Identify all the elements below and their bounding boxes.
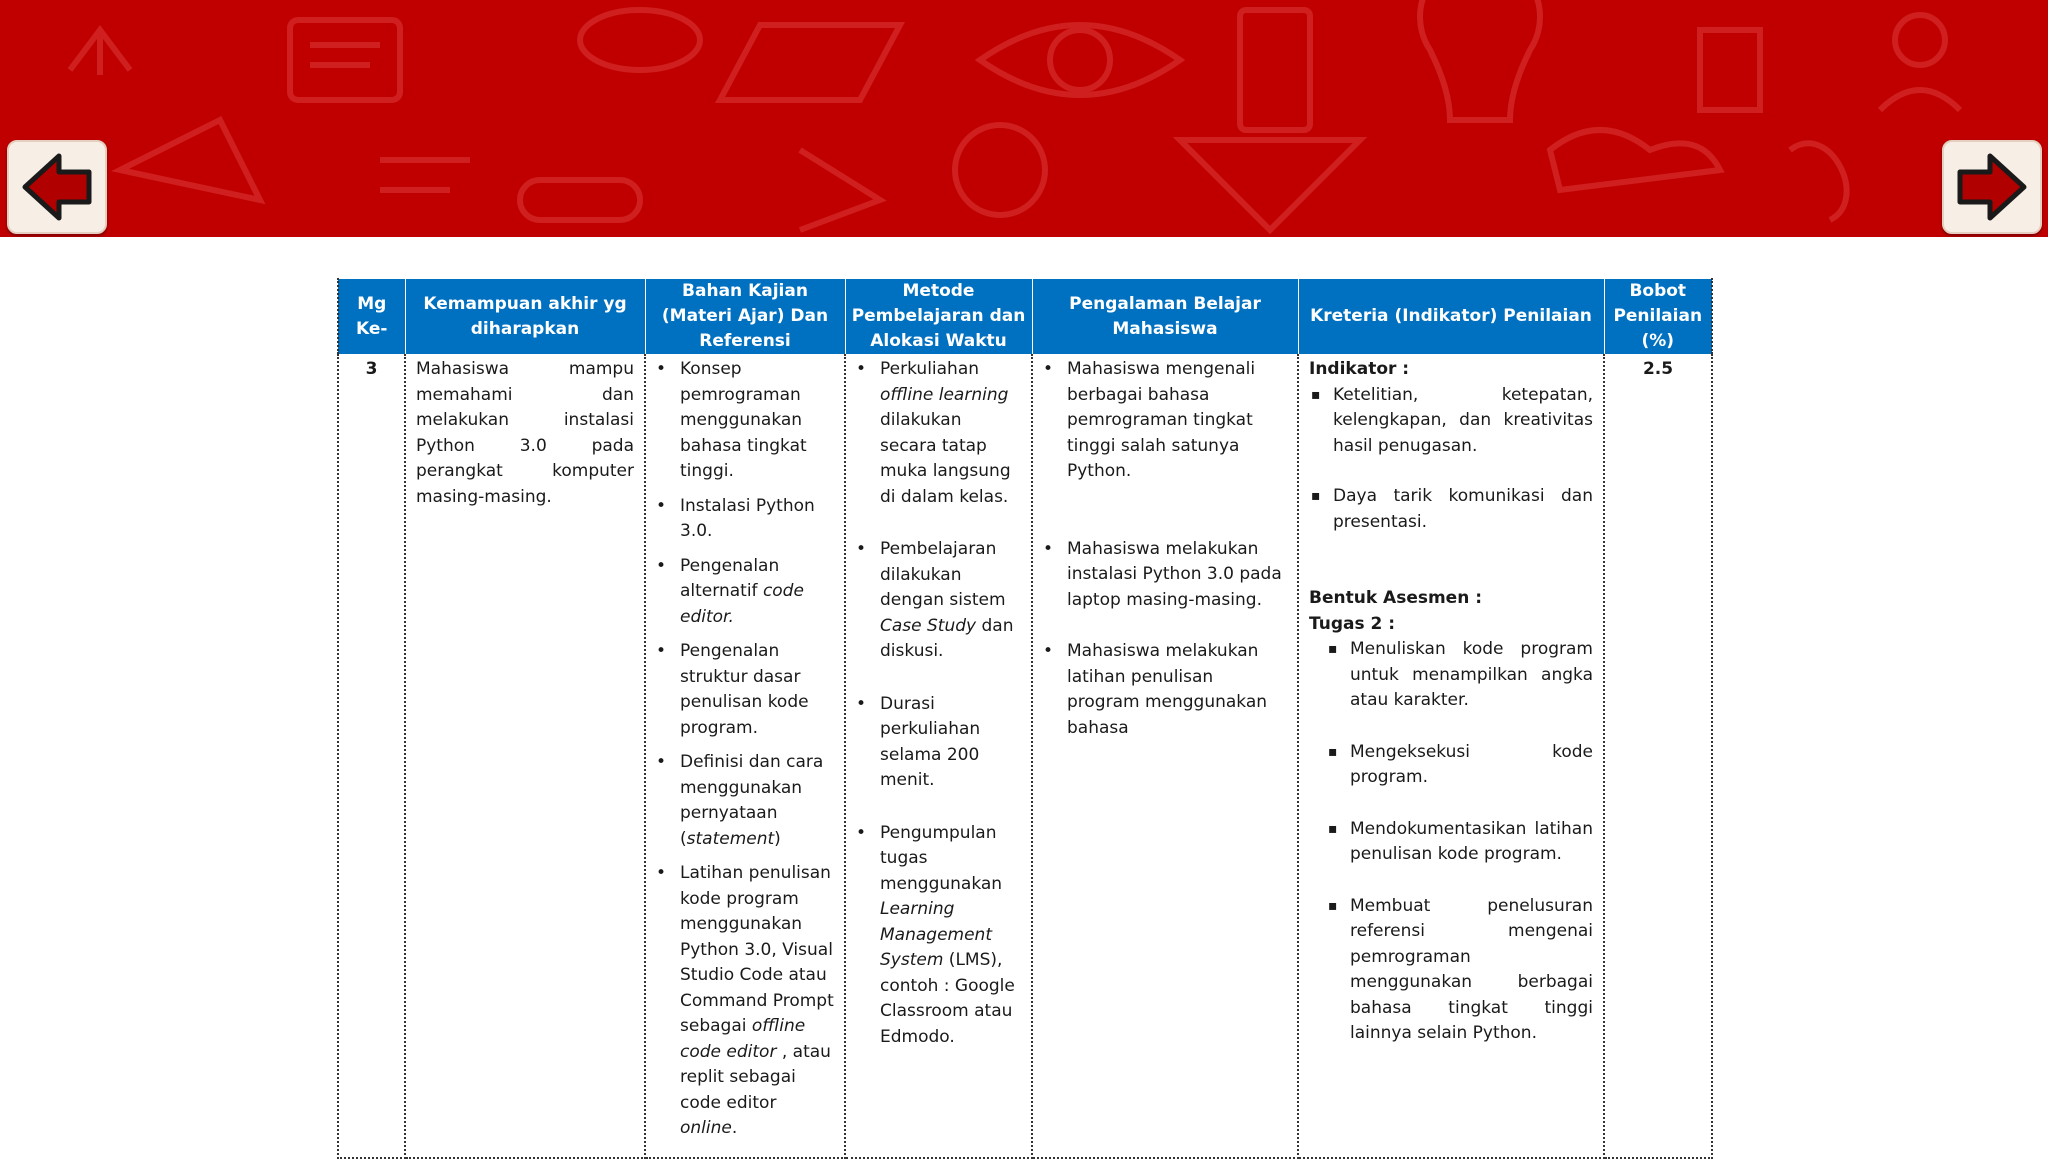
cell-weight: 2.5 [1604,355,1712,1159]
cell-week: 3 [338,355,405,1159]
list-item: • Pengenalan alternatif code editor. [656,554,834,631]
header-experience: Pengalaman Belajar Mahasiswa [1032,279,1298,355]
header-banner [0,0,2048,237]
header-criteria: Kreteria (Indikator) Penilaian [1298,279,1604,355]
cell-ability: Mahasiswa mampu memahami dan melakukan instalasi Python 3.0 pada perangkat komputer masing-masing. [405,355,645,1159]
list-item: ▪ Mengeksekusi kode program. [1326,740,1593,791]
header-week: Mg Ke- [338,279,405,355]
doodle-background [0,0,2048,237]
header-ability: Kemampuan akhir yg diharapkan [405,279,645,355]
experience-list [1043,357,1287,741]
cell-method [845,355,1032,1159]
task-title: Tugas 2 : [1309,613,1396,634]
list-item: ▪ Daya tarik komunikasi dan presentasi. [1309,484,1593,535]
list-item: • Pengenalan struktur dasar penulisan kode program. [656,639,834,741]
list-item: • Instalasi Python 3.0. [656,494,834,545]
list-item: • Durasi perkuliahan selama 200 menit. [856,692,1021,794]
list-item: ▪ Ketelitian, ketepatan, kelengkapan, dan kreativitas hasil penugasan. [1309,383,1593,460]
indicator-list [1309,383,1593,536]
list-item: • Mahasiswa melakukan instalasi Python 3.0 pada laptop masing-masing. [1043,537,1287,614]
task-list [1326,637,1593,1047]
previous-slide-button[interactable] [7,140,107,234]
arrow-right-icon [1944,142,2040,232]
cell-experience [1032,355,1298,1159]
table-row [338,355,1712,1159]
header-method: Metode Pembelajaran dan Alokasi Waktu [845,279,1032,355]
arrow-left-icon [9,142,105,232]
rps-table [337,278,1713,1159]
list-item: • Konsep pemrograman menggunakan bahasa tingkat tinggi. [656,357,834,485]
table-header-row [338,279,1712,355]
list-item: ▪ Mendokumentasikan latihan penulisan kode program. [1326,817,1593,868]
header-weight: Bobot Penilaian (%) [1604,279,1712,355]
header-material: Bahan Kajian (Materi Ajar) Dan Referensi [645,279,845,355]
cell-material [645,355,845,1159]
indicator-title: Indikator : [1309,359,1410,379]
list-item: • Definisi dan cara menggunakan pernyataan (statement) [656,750,834,852]
list-item: • Mahasiswa melakukan latihan penulisan program menggunakan bahasa [1043,639,1287,741]
assessment-title: Bentuk Asesmen : [1309,588,1483,608]
list-item: ▪ Membuat penelusuran referensi mengenai pemrograman menggunakan berbagai bahasa tingkat tinggi lainnya selain Python. [1326,894,1593,1047]
cell-criteria [1298,355,1604,1159]
next-slide-button[interactable] [1942,140,2042,234]
list-item: ▪ Menuliskan kode program untuk menampilkan angka atau karakter. [1326,637,1593,714]
material-list [656,357,834,1142]
list-item: • Mahasiswa mengenali berbagai bahasa pemrograman tingkat tinggi salah satunya Python. [1043,357,1287,485]
list-item: • Latihan penulisan kode program menggunakan Python 3.0, Visual Studio Code atau Command Prompt sebagai offline code editor , atau replit sebagai code editor online. [656,861,834,1142]
list-item: • Perkuliahan offline learning dilakukan secara tatap muka langsung di dalam kelas. [856,357,1021,510]
list-item: • Pengumpulan tugas menggunakan Learning Management System (LMS), contoh : Google Classroom atau Edmodo. [856,821,1021,1051]
list-item: • Pembelajaran dilakukan dengan sistem Case Study dan diskusi. [856,537,1021,665]
method-list [856,357,1021,1050]
